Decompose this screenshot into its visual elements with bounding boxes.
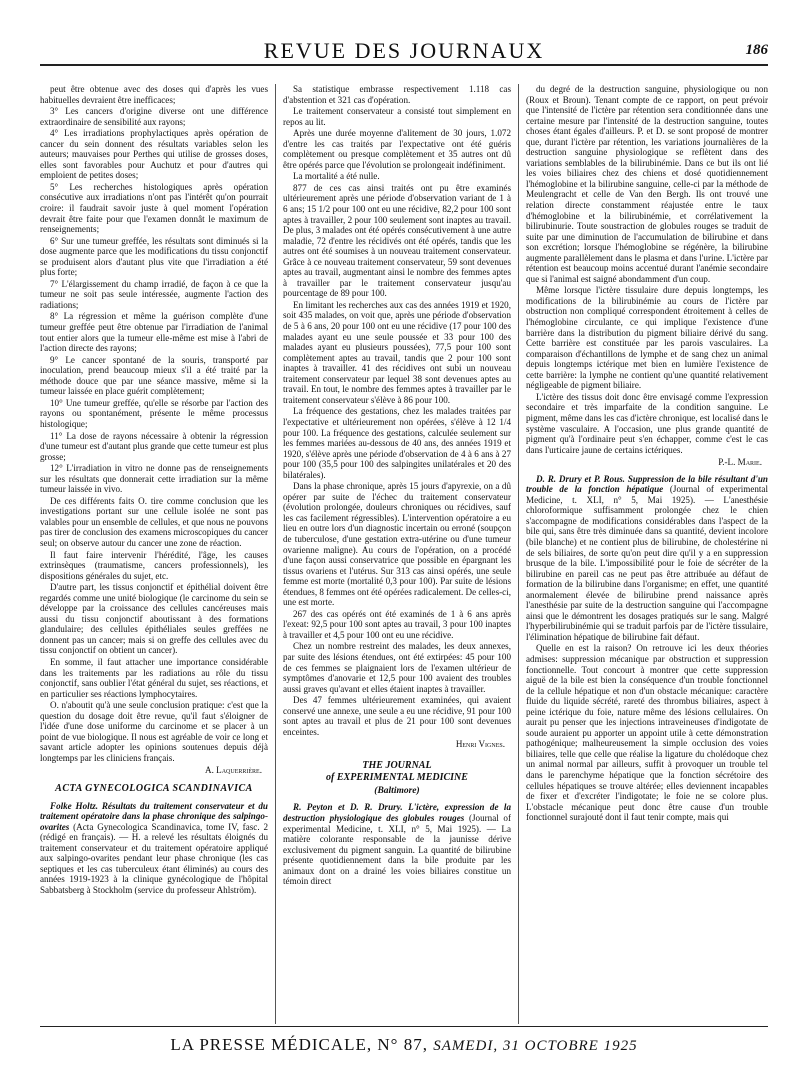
- footer-journal: LA PRESSE MÉDICALE, N° 87,: [170, 1035, 428, 1054]
- paragraph: Sa statistique embrasse respectivement 1.118 cas d'abstention et 321 cas d'opération.: [283, 84, 511, 105]
- article-head: D. R. Drury et P. Rous. Suppression de la bile résultant d'un trouble de la fonction hépatique: [526, 473, 768, 495]
- col1-paragraphs: [40, 84, 268, 763]
- section-title: ACTA GYNECOLOGICA SCANDINAVICA: [55, 783, 253, 794]
- column-3: [526, 84, 768, 1024]
- article-head: Folke Holtz. Résultats du traitement conservateur et du traitement opératoire dans la phase chronique des salpingo-ovarites: [40, 800, 268, 832]
- section-subtitle: (Baltimore): [374, 785, 420, 796]
- signature: Henri Vignes.: [455, 739, 505, 750]
- paragraph: 7° L'élargissement du champ irradié, de façon à ce que la tumeur ne soit pas seule intéressée, augmente l'action des radiations;: [40, 278, 268, 310]
- paragraph: D'autre part, les tissus conjonctif et épithélial doivent être regardés comme une unité biologique (le carcinome du sein se développe par la croissance des cellules cancéreuses mais aussi du tissu conjonctif aboutissant à des formations glandulaire; des cellules épithéliales seules greffées ne donnent pas un cancer; mais si on greffe des cellules avec du tissu conjonctif on obtient un cancer).: [40, 582, 268, 656]
- paragraph: 267 des cas opérés ont été examinés de 1 à 6 ans après l'exeat: 92,5 pour 100 sont aptes au travail, 3 pour 100 inaptes à travailler et 4,5 pour 100 ont eu une récidive.: [283, 608, 511, 640]
- signature: A. Laquerrière.: [205, 765, 262, 776]
- paragraph: O. n'aboutit qu'à une seule conclusion pratique: c'est que la question du dosage doit être revue, qu'il faut s'éloigner de l'idée d'une dose uniforme du carcinome et se placer à un point de vue biologique. Il nous est agréable de voir ce long et savant article adopter les opinions soutenues depuis déjà longtemps par les cliniciens français.: [40, 700, 268, 763]
- article-intro: [283, 802, 511, 886]
- paragraph: La mortalité a été nulle.: [293, 171, 380, 182]
- column-1: [40, 84, 268, 1024]
- paragraph: Le traitement conservateur a consisté tout simplement en repos au lit.: [283, 106, 511, 127]
- article-columns: [40, 84, 768, 1024]
- paragraph: La fréquence des gestations, chez les malades traitées par l'expectative et ultérieurement non opérées, s'élève à 12 1/4 pour 100. La fréquence des gestations, calculée seulement sur les femmes mariées au-dessous de 40 ans, des années 1919 et 1920, s'élève après une période d'observation de 4 à 6 ans à 27 pour 100 (35,5 pour 100 des salpingites unilatérales et 20 des bilatérales).: [283, 406, 511, 480]
- header-title: REVUE DES JOURNAUX: [263, 38, 545, 63]
- paragraph: Des 47 femmes ultérieurement examinées, qui avaient conservé une annexe, une seule a eu une récidive, 91 pour 100 sont aptes au travail et plus de 21 pour 100 sont devenues enceintes.: [283, 695, 511, 737]
- footer-line: [40, 1035, 768, 1055]
- paragraph: En somme, il faut attacher une importance considérable dans les traitements par les radiations au rôle du tissu conjonctif, sans oublier l'état général du sujet, ses réactions, et en particulier ses réactions lymphocytaires.: [40, 656, 268, 699]
- paragraph: 6° Sur une tumeur greffée, les résultats sont diminués si la dose augmente parce que les modifications du tissu conjonctif se produisent alors d'autant plus vite que l'irradiation a été plus forte;: [40, 235, 268, 278]
- page-number: 186: [745, 42, 768, 58]
- article-intro: [526, 474, 768, 643]
- paragraph: du degré de la destruction sanguine, physiologique ou non (Roux et Broun). Tenant compte de ce rapport, on peut prévoir que l'intensité de l'ictère par rétention sera conditionnée dans une certaine mesure par l'intensité de la destruction sanguine, toutes choses étant égales d'ailleurs. P. et D. se sont proposé de montrer que, durant l'ictère par rétention, les variations journalières de la destruction sanguine physiologique se reflètent dans des variations semblables de la bilirubinémie. Dans ce but ils ont lié les voies biliaires chez des chiens et dosé quotidiennement l'hémoglobine et la bilirubine sanguine, celle-ci par la méthode de Meulengracht et celle de Van den Bergh. Ils ont trouvé une relation directe constamment réajustée entre le taux d'hémoglobine et la bilirubinémie, et corrélativement la bilirubinurie. Toute soustraction de globules rouges se traduit de suite par une diminution de l'accumulation de bilirubine et dans son excrétion; lorsque l'hémoglobine se régénère, la bilirubine augmente parallèlement dans le plasma et dans l'urine. L'ictère par rétention est beaucoup moins accentué durant l'anémie secondaire que si l'animal est saigné abondamment d'un coup.: [526, 84, 768, 284]
- paragraph: peut être obtenue avec des doses qui d'après les vues habituelles devraient être inefficaces;: [40, 84, 268, 105]
- paragraph: 11° La dose de rayons nécessaire à obtenir la régression d'une tumeur est d'autant plus grande que cette tumeur est plus grosse;: [40, 430, 268, 462]
- paragraph: 5° Les recherches histologiques après opération consécutive aux irradiations n'ont pas l'intérêt qu'on pourrait croire: il faudrait savoir juste à quel moment l'opération devrait être faite pour que l'examen donnât le maximum de renseignements;: [40, 181, 268, 235]
- paragraph: L'ictère des tissus doit donc être envisagé comme l'expression secondaire et très imparfaite de la condition sanguine. Le pigment, même dans les cas d'ictère chronique, est localisé dans le système vasculaire. A l'occasion, une plus grande quantité de pigment qu'à l'ordinaire peut s'en échapper, comme c'est le cas dans l'urticaire jaune de certains ictériques.: [526, 391, 768, 455]
- paragraph: Dans la phase chronique, après 15 jours d'apyrexie, on a dû opérer par suite de l'échec du traitement conservateur (évolution prolongée, douleurs chroniques ou récidives, sauf les cas facilement régressibles). L'intervention opératoire a eu lieu en outre lors d'un diagnostic incertain ou erroné (soupçon de tuberculose, d'une gestation extra-utérine ou d'une tumeur ovarienne maligne). Au cours de l'opération, on a procédé d'une façon aussi conservatrice que possible en épargnant les tissus ovariens et l'utérus. Sur 313 cas ainsi opérés, une seule femme est morte (mortalité 0,3 pour 100). Par suite de lésions étendues, 8 femmes ont été opérées radicalement. De celles-ci, une est morte.: [283, 481, 511, 608]
- article-paragraph: Quelle en est la raison? On retrouve ici les deux théories admises: suppression mécanique par obstruction et suppression fonctionnelle. Tout concourt à montrer que cette suppression aiguë de la bile est bien la conséquence d'un trouble fonctionnel de la cellule hépatique et non d'un obstacle mécanique: caractère fluide du liquide sécrété, rareté des thrombus biliaires, aspect à peine ictérique du foie, nature même des lésions cellulaires. On aurait pu penser que les injections intraveineuses d'indigotate de soude auraient pu apporter un appoint utile à cette démonstration pathogénique; malheureusement la simple occlusion des voies biliaires, telle que celle que réalise la ligature du cholédoque chez un animal normal par ailleurs, suffit à provoquer un trouble tel dans le parenchyme hépatique que la fonction sécrétoire des cellules hépatiques se trouve altérée; elles deviennent incapables de fixer et d'excréter l'indigotate; le foie ne se colore plus. L'obstacle mécanique peut donc être cause d'un trouble fonctionnel surajouté dont il faut tenir compte, mais qui: [526, 643, 768, 823]
- page-footer: [40, 1026, 768, 1063]
- paragraph: Chez un nombre restreint des malades, les deux annexes, par suite des lésions étendues, ont été extirpées: 45 pour 100 de ces femmes se plaignaient lors de l'examen ultérieur de symptômes d'anovarie et 12,5 pour 100 avaient des troubles aussi graves qu'avant et elles étaient inaptes à travailler.: [283, 641, 511, 694]
- journal-page: [40, 36, 768, 1064]
- article-text: (Acta Gynecologica Scandinavica, tome IV, fasc. 2 (rédigé en français). — H. a relevé les résultats éloignés du traitement conservateur et du traitement opératoire appliqué aux salpingo-ovarites pendant leur phase chronique (les cas septiques et les cas tuberculeux étant éliminés) au cours des années 1919-1923 à la clinique gynécologique de l'hôpital Sabbatsberg à Stockholm (service du professeur Ahlström).: [40, 821, 268, 895]
- footer-date: SAMEDI, 31 OCTOBRE 1925: [433, 1038, 638, 1054]
- paragraph: Même lorsque l'ictère tissulaire dure depuis longtemps, les modifications de la bilirubinémie au cours de l'ictère par obstruction non compliqué correspondent étroitement à celles de l'hémoglobine circulante, ce qui implique l'existence d'une barrière dans la distribution du pigment biliaire dérivé du sang. Cette barrière est constituée par les parois vasculaires. La comparaison d'échantillons de lymphe et de sang chez un animal depuis longtemps ictérique met bien en lumière l'existence de cette barrière: la lymphe ne contient qu'une quantité relativement négligeable de pigment biliaire.: [526, 285, 768, 391]
- paragraph: 10° Une tumeur greffée, qu'elle se résorbe par l'action des rayons ou spontanément, présente le même processus histologique;: [40, 397, 268, 429]
- paragraph: En limitant les recherches aux cas des années 1919 et 1920, soit 435 malades, on voit que, après une période d'observation de 5 à 6 ans, 20 pour 100 ont eu une récidive (17 pour 100 des malades ayant eu une seule poussée et 33 pour 100 des malades ayant eu plusieurs poussées), 77,5 pour 100 sont complètement aptes au travail, tandis que 2 pour 100 sont inaptes à travailler. 41 des récidives ont subi un nouveau traitement conservateur par lequel 38 sont devenues aptes au travail. En tout, le nombre des femmes aptes à travailler par le traitement conservateur s'élève à 86 pour 100.: [283, 299, 511, 405]
- page-header: [40, 36, 768, 66]
- column-rule: [275, 84, 276, 1024]
- section-title-line-2: of EXPERIMENTAL MEDICINE: [326, 771, 468, 783]
- col2-paragraphs: [283, 84, 511, 737]
- section-title-line-1: THE JOURNAL: [362, 759, 432, 771]
- paragraph: 4° Les irradiations prophylactiques après opération de cancer du sein donnent des résultats variables selon les auteurs; mauvaises pour Perthes qui utilise de grosses doses, elles sont favorables pour Auchutz et pour d'autres qui emploient de petites doses;: [40, 128, 268, 181]
- signature: P.-L. Marie.: [718, 457, 762, 468]
- paragraph: 3° Les cancers d'origine diverse ont une différence extraordinaire de sensibilité aux rayons;: [40, 106, 268, 127]
- article-text: (Journal of experimental Medicine, t. XLI, n° 5, Mai 1925). — L'anesthésie chloroformique suffisamment prolongée chez le chien s'accompagne de modifications considérables dans l'aspect de la bile qui, sans être très diminuée dans sa quantité, devient incolore (bile blanche) et ne contient plus de bilirubine, de cholestérine ni de sels biliaires, de sorte qu'on peut dire qu'il y a en suppression brusque de la bile. L'impossibilité pour le foie de sécréter de la bilirubine en pareil cas ne peut pas être attribuée au défaut de formation de la bilirubine dans l'organisme; en effet, une quantité anormalement élevée de bilirubine prend naissance après l'anesthésie par suite de la destruction sanguine qui l'accompagne ainsi que le démontrent les dosages pratiqués sur le sang. Malgré l'hyperbilirubinémie qui se traduit parfois par de l'ictère tissulaire, l'élimination hépatique de bilirubine fait défaut.: [526, 484, 768, 642]
- paragraph: 8° La régression et même la guérison complète d'une tumeur greffée peut être obtenue par l'irradiation de l'animal tout entier alors que la tumeur elle-même est mise à l'abri de l'action directe des rayons;: [40, 311, 268, 354]
- article-head: R. Peyton et D. R. Drury. L'ictère, expression de la destruction physiologique des globules rouges: [283, 802, 511, 823]
- column-2: [283, 84, 511, 1024]
- paragraph: Après une durée moyenne d'alitement de 30 jours, 1.072 d'entre les cas traités par l'expectative ont été guéris complètement ou presque complètement et 35 autres ont dû être opérés parce que l'évolution se prolongeait indéfiniment.: [283, 128, 511, 170]
- col3-paragraphs: [526, 84, 768, 455]
- article-text: (Journal of experimental Medicine, t. XLI, n° 5, Mai 1925). — La matière colorante responsable de la jaunisse dérive exclusivement du pigment sanguin. La quantité de bilirubine présente quotidiennement dans la bile produite par les animaux dont on a drainé les voies biliaires constitue un témoin direct: [283, 813, 511, 887]
- paragraph: De ces différents faits O. tire comme conclusion que les investigations portant sur une cellule isolée ne sont pas valables pour un ensemble de cellules, et que nous ne pouvons pas tirer de conclusion des examens microscopiques du cancer seul; on observe autour du cancer une zone de réaction.: [40, 495, 268, 548]
- paragraph: 9° Le cancer spontané de la souris, transporté par inoculation, prend beaucoup mieux s'il a été traité par la méthode douce que par une séance massive, même si la tumeur laissée en place guérit complètement;: [40, 354, 268, 397]
- column-rule: [518, 84, 519, 1024]
- paragraph: Il faut faire intervenir l'hérédité, l'âge, les causes extrinsèques (traumatisme, cancers professionnels), les dispositions générales du sujet, etc.: [40, 549, 268, 581]
- paragraph: 12° L'irradiation in vitro ne donne pas de renseignements sur les résultats que donnerait cette irradiation sur la même tumeur laissée in vivo.: [40, 463, 268, 495]
- article-intro: [40, 801, 268, 896]
- paragraph: 877 de ces cas ainsi traités ont pu être examinés ultérieurement après une période d'observation variant de 1 à 6 ans; 15 1/2 pour 100 ont eu une récidive, 82,2 pour 100 sont aptes à travailler, 2 pour 100 seulement sont inaptes au travail. De plus, 3 malades ont été opérés consécutivement à une autre maladie, 72 d'entre les récidivés ont été opérés, tandis que les autres ont été soumises à un nouveau traitement conservateur. Grâce à ce nouveau traitement conservateur, 59 sont devenues aptes au travail, augmentant ainsi le nombre des femmes aptes à travailler par le traitement conservateur jusqu'au pourcentage de 89 pour 100.: [283, 182, 511, 299]
- section-title: [283, 760, 511, 784]
